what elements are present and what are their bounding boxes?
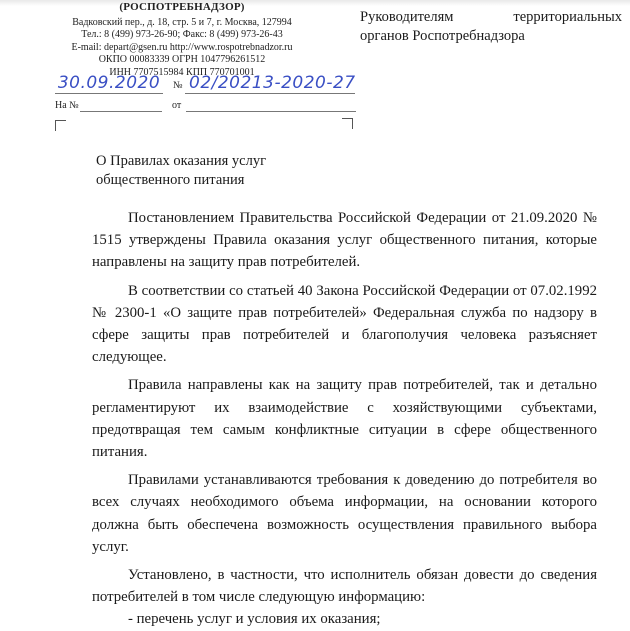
body-paragraph: Правила направлены как на защиту прав потребителей, так и детально регламентируют их взаимодействие с хозяйствующими субъектами, предотвращая тем самым конфликтные ситуации в сфере общественного питания. — [92, 377, 597, 461]
body-paragraph: Установлено, в частности, что исполнитель обязан довести до сведения потребителей в том числе следующую информацию: — [92, 567, 597, 606]
letter-body — [92, 207, 597, 631]
addressee-word-1: Руководителям — [360, 9, 454, 25]
handwritten-date: 30.09.2020 — [57, 73, 161, 93]
subject-line-2: общественного питания — [96, 172, 245, 188]
reference-number-label: На № — [55, 100, 79, 111]
date-underline — [55, 93, 163, 94]
addressee-line-1 — [360, 8, 622, 27]
reference-date-underline — [186, 111, 356, 112]
number-sign-label: № — [173, 80, 183, 91]
corner-mark-left — [55, 120, 66, 131]
reference-number-underline — [80, 111, 162, 112]
organization-address: Вадковский пер., д. 18, стр. 5 и 7, г. Москва, 127994 — [72, 16, 292, 28]
number-underline — [185, 93, 355, 94]
body-paragraph: В соответствии со статьей 40 Закона Российской Федерации от 07.02.1992 № 2300-1 «О защите прав потребителей» Федеральная служба по надзору в сфере защиты прав потребителей и благополучия человека разъясняет следующее. — [92, 282, 597, 366]
reference-from-label: от — [172, 100, 182, 111]
handwritten-outgoing-number: 02/20213-2020-27 — [189, 73, 356, 93]
addressee-word-2: территориальных — [513, 9, 622, 25]
corner-mark-right — [342, 118, 353, 129]
organization-email-web: E-mail: depart@gsen.ru http://www.rospotrebnadzor.ru — [71, 41, 293, 53]
addressee-line-2: органов Роспотребнадзора — [360, 28, 525, 44]
body-paragraph: Правилами устанавливаются требования к доведению до потребителя во всех случаях необходимого объема информации, на основании которого должна быть обеспечена возможность осуществления правильного выбора услуг. — [92, 472, 597, 555]
registration-block — [55, 73, 365, 95]
letterhead — [62, 1, 302, 79]
body-paragraph: Постановлением Правительства Российской Федерации от 21.09.2020 № 1515 утверждены Правила оказания услуг общественного питания, которые направлены на защиту прав потребителей. — [92, 210, 597, 271]
subject-line-1: О Правилах оказания услуг — [96, 153, 267, 169]
organization-name: (РОСПОТРЕБНАДЗОР) — [119, 1, 245, 13]
body-list-item: - перечень услуг и условия их оказания; — [128, 611, 381, 628]
addressee-block — [360, 8, 622, 46]
organization-okpo-ogrn: ОКПО 00083339 ОГРН 1047796261512 — [98, 54, 266, 65]
organization-phone-fax: Тел.: 8 (499) 973-26-90; Факс: 8 (499) 973-26-43 — [81, 29, 283, 40]
letter-subject — [96, 152, 266, 190]
organization-inn-kpp: ИНН 7707515984 КПП 770701001 — [109, 66, 255, 78]
